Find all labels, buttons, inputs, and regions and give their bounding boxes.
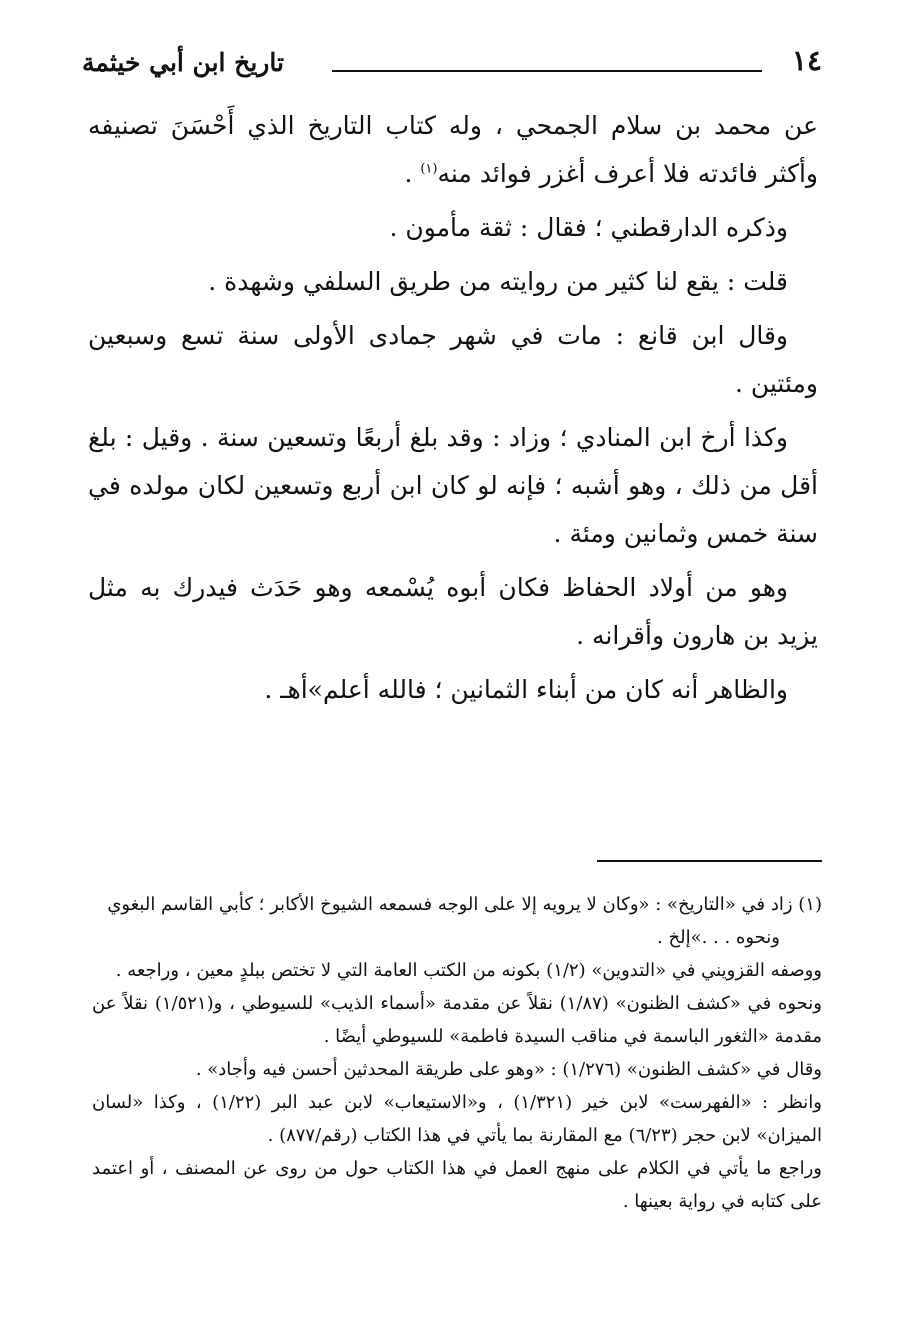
- footnote-separator: [597, 860, 822, 862]
- footnote-line: (١) زاد في «التاريخ» : «وكان لا يرويه إلا على الوجه فسمعه الشيوخ الأكابر ؛ كأبي القاسم البغوي: [107, 894, 822, 915]
- running-title: تاريخ ابن أبي خيثمة: [82, 48, 284, 77]
- footnote-reference: (١): [420, 161, 438, 177]
- paragraph: وقال ابن قانع : مات في شهر جمادى الأولى سنة تسع وسبعين ومئتين .: [88, 321, 818, 398]
- footnote-line: ووصفه القزويني في «التدوين» (١/٢) بكونه من الكتب العامة التي لا تختص ببلدٍ معين ، وراجعه .: [115, 960, 822, 981]
- paragraph: [88, 102, 818, 198]
- footnote-line: ونحوه . . .»إلخ .: [657, 927, 780, 948]
- paragraph: وذكره الدارقطني ؛ فقال : ثقة مأمون .: [389, 213, 788, 242]
- page-number: ١٤: [791, 44, 822, 77]
- paragraph: قلت : يقع لنا كثير من روايته من طريق السلفي وشهدة .: [208, 267, 788, 296]
- paragraph: وهو من أولاد الحفاظ فكان أبوه يُسْمعه وهو حَدَث فيدرك به مثل يزيد بن هارون وأقرانه .: [88, 573, 818, 650]
- paragraph-text: عن محمد بن سلام الجمحي ، وله كتاب التاريخ الذي أَحْسَنَ تصنيفه وأكثر فائدته فلا أعرف أغزر فوائد منه: [88, 111, 818, 188]
- footnote-line: وقال في «كشف الظنون» (١/٢٧٦) : «وهو على طريقة المحدثين أحسن فيه وأجاد» .: [195, 1059, 822, 1080]
- page-header: [82, 44, 822, 88]
- paragraph: وكذا أرخ ابن المنادي ؛ وزاد : وقد بلغ أربعًا وتسعين سنة . وقيل : بلغ أقل من ذلك ، وهو أشبه ؛ فإنه لو كان ابن أربع وتسعين لكان مولده في سنة خمس وثمانين ومئة .: [88, 423, 818, 548]
- main-text: [88, 102, 818, 720]
- footnote-line: ونحوه في «كشف الظنون» (١/٨٧) نقلاً عن مقدمة «أسماء الذيب» للسيوطي ، و(١/٥٢١) نقلاً عن مقدمة «الثغور الباسمة في مناقب السيدة فاطمة» للسيوطي أيضًا .: [92, 993, 823, 1047]
- header-rule: [332, 70, 762, 72]
- footnote-line: وراجع ما يأتي في الكلام على منهج العمل في هذا الكتاب حول من روى عن المصنف ، أو اعتمد على كتابه في رواية بعينها .: [92, 1158, 822, 1212]
- paragraph-end: .: [404, 159, 421, 188]
- paragraph: والظاهر أنه كان من أبناء الثمانين ؛ فالله أعلم»أهـ .: [264, 675, 788, 704]
- footnotes: [92, 888, 822, 1218]
- footnote-line: وانظر : «الفهرست» لابن خير (١/٣٢١) ، و«الاستيعاب» لابن عبد البر (١/٢٢) ، وكذا «لسان الميزان» لابن حجر (٦/٢٣) مع المقارنة بما يأتي في هذا الكتاب (رقم/٨٧٧) .: [92, 1092, 822, 1146]
